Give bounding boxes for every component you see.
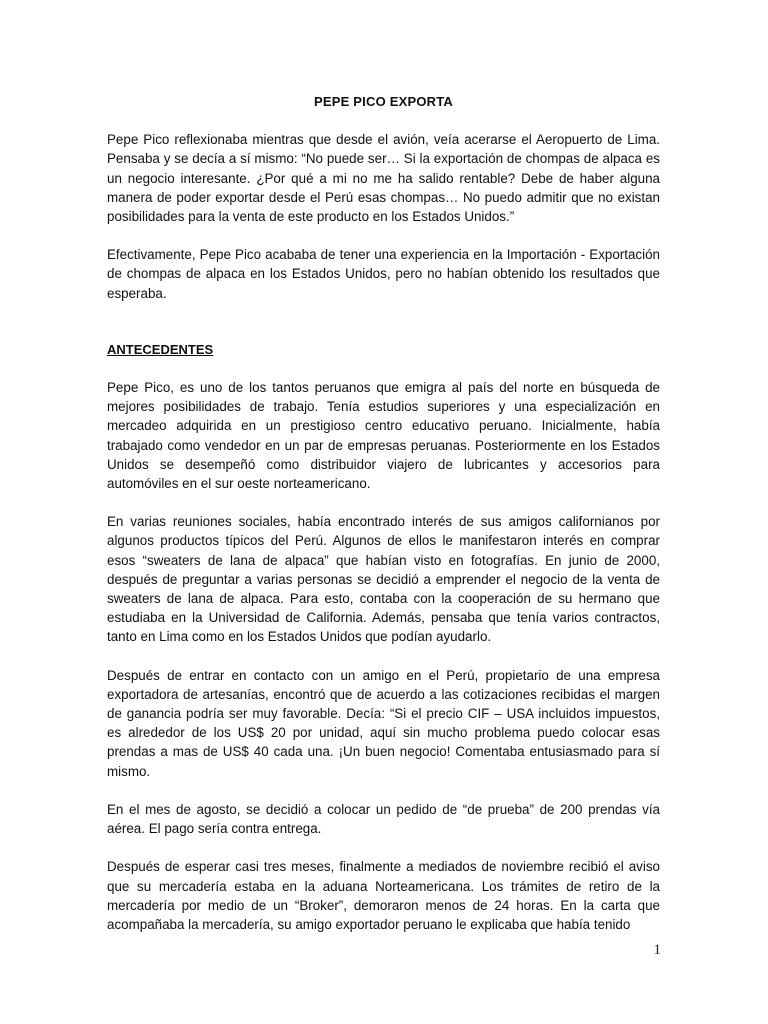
intro-paragraph-1: Pepe Pico reflexionaba mientras que desde el avión, veía acerarse el Aeropuerto de Lima. Pensaba y se decía a sí mismo: “No puede ser… Si la exportación de chompas de alpaca es un negocio interesante. ¿Por qué a mi no me ha salido rentable? Debe de haber alguna manera de poder exportar desde el Perú esas chompas… No puedo admitir que no existan posibilidades para la venta de este producto en los Estados Unidos.” [107,132,660,225]
section-paragraph-5: Después de esperar casi tres meses, finalmente a mediados de noviembre recibió el aviso que su mercadería estaba en la aduana Norteamericana. Los trámites de retiro de la mercadería por medio de un “Broker”, demoraron menos de 24 horas. En la carta que acompañaba la mercadería, su amigo exportador peruano le explicaba que había tenido [107,859,660,932]
section-paragraph-3: Después de entrar en contacto con un amigo en el Perú, propietario de una empresa exportadora de artesanías, encontró que de acuerdo a las cotizaciones recibidas el margen de ganancia podría ser muy favorable. Decía: “Si el precio CIF – USA incluidos impuestos, es alrededor de los US$ 20 por unidad, aquí sin mucho problema puedo colocar esas prendas a mas de US$ 40 cada una. ¡Un buen negocio! Comentaba entusiasmado para sí mismo. [107,667,660,779]
document-body [107,92,660,934]
section-paragraph-4: En el mes de agosto, se decidió a colocar un pedido de “de prueba” de 200 prendas vía aérea. El pago sería contra entrega. [107,801,660,837]
section-paragraph-1: Pepe Pico, es uno de los tantos peruanos que emigra al país del norte en búsqueda de mejores posibilidades de trabajo. Tenía estudios superiores y una especialización en mercadeo adquirida en un prestigioso centro educativo peruano. Inicialmente, había trabajado como vendedor en un par de empresas peruanas. Posteriormente en los Estados Unidos se desempeñó como distribuidor viajero de lubricantes y accesorios para automóviles en el sur oeste norteamericano. [107,380,660,492]
document-title: PEPE PICO EXPORTA [314,94,453,109]
page-number: 1 [653,942,661,958]
section-heading: ANTECEDENTES [107,341,214,357]
section-paragraph-2: En varias reuniones sociales, había encontrado interés de sus amigos californianos por algunos productos típicos del Perú. Algunos de ellos le manifestaron interés en comprar esos “sweaters de lana de alpaca” que habían visto en fotografías. En junio de 2000, después de preguntar a varias personas se decidió a emprender el negocio de la venta de sweaters de lana de alpaca. Para esto, contaba con la cooperación de su hermano que estudiaba en la Universidad de California. Además, pensaba que tenía varios contractos, tanto en Lima como en los Estados Unidos que podían ayudarlo. [107,514,660,645]
intro-paragraph-2: Efectivamente, Pepe Pico acababa de tener una experiencia en la Importación - Exportación de chompas de alpaca en los Estados Unidos, pero no habían obtenido los resultados que esperaba. [107,247,660,301]
